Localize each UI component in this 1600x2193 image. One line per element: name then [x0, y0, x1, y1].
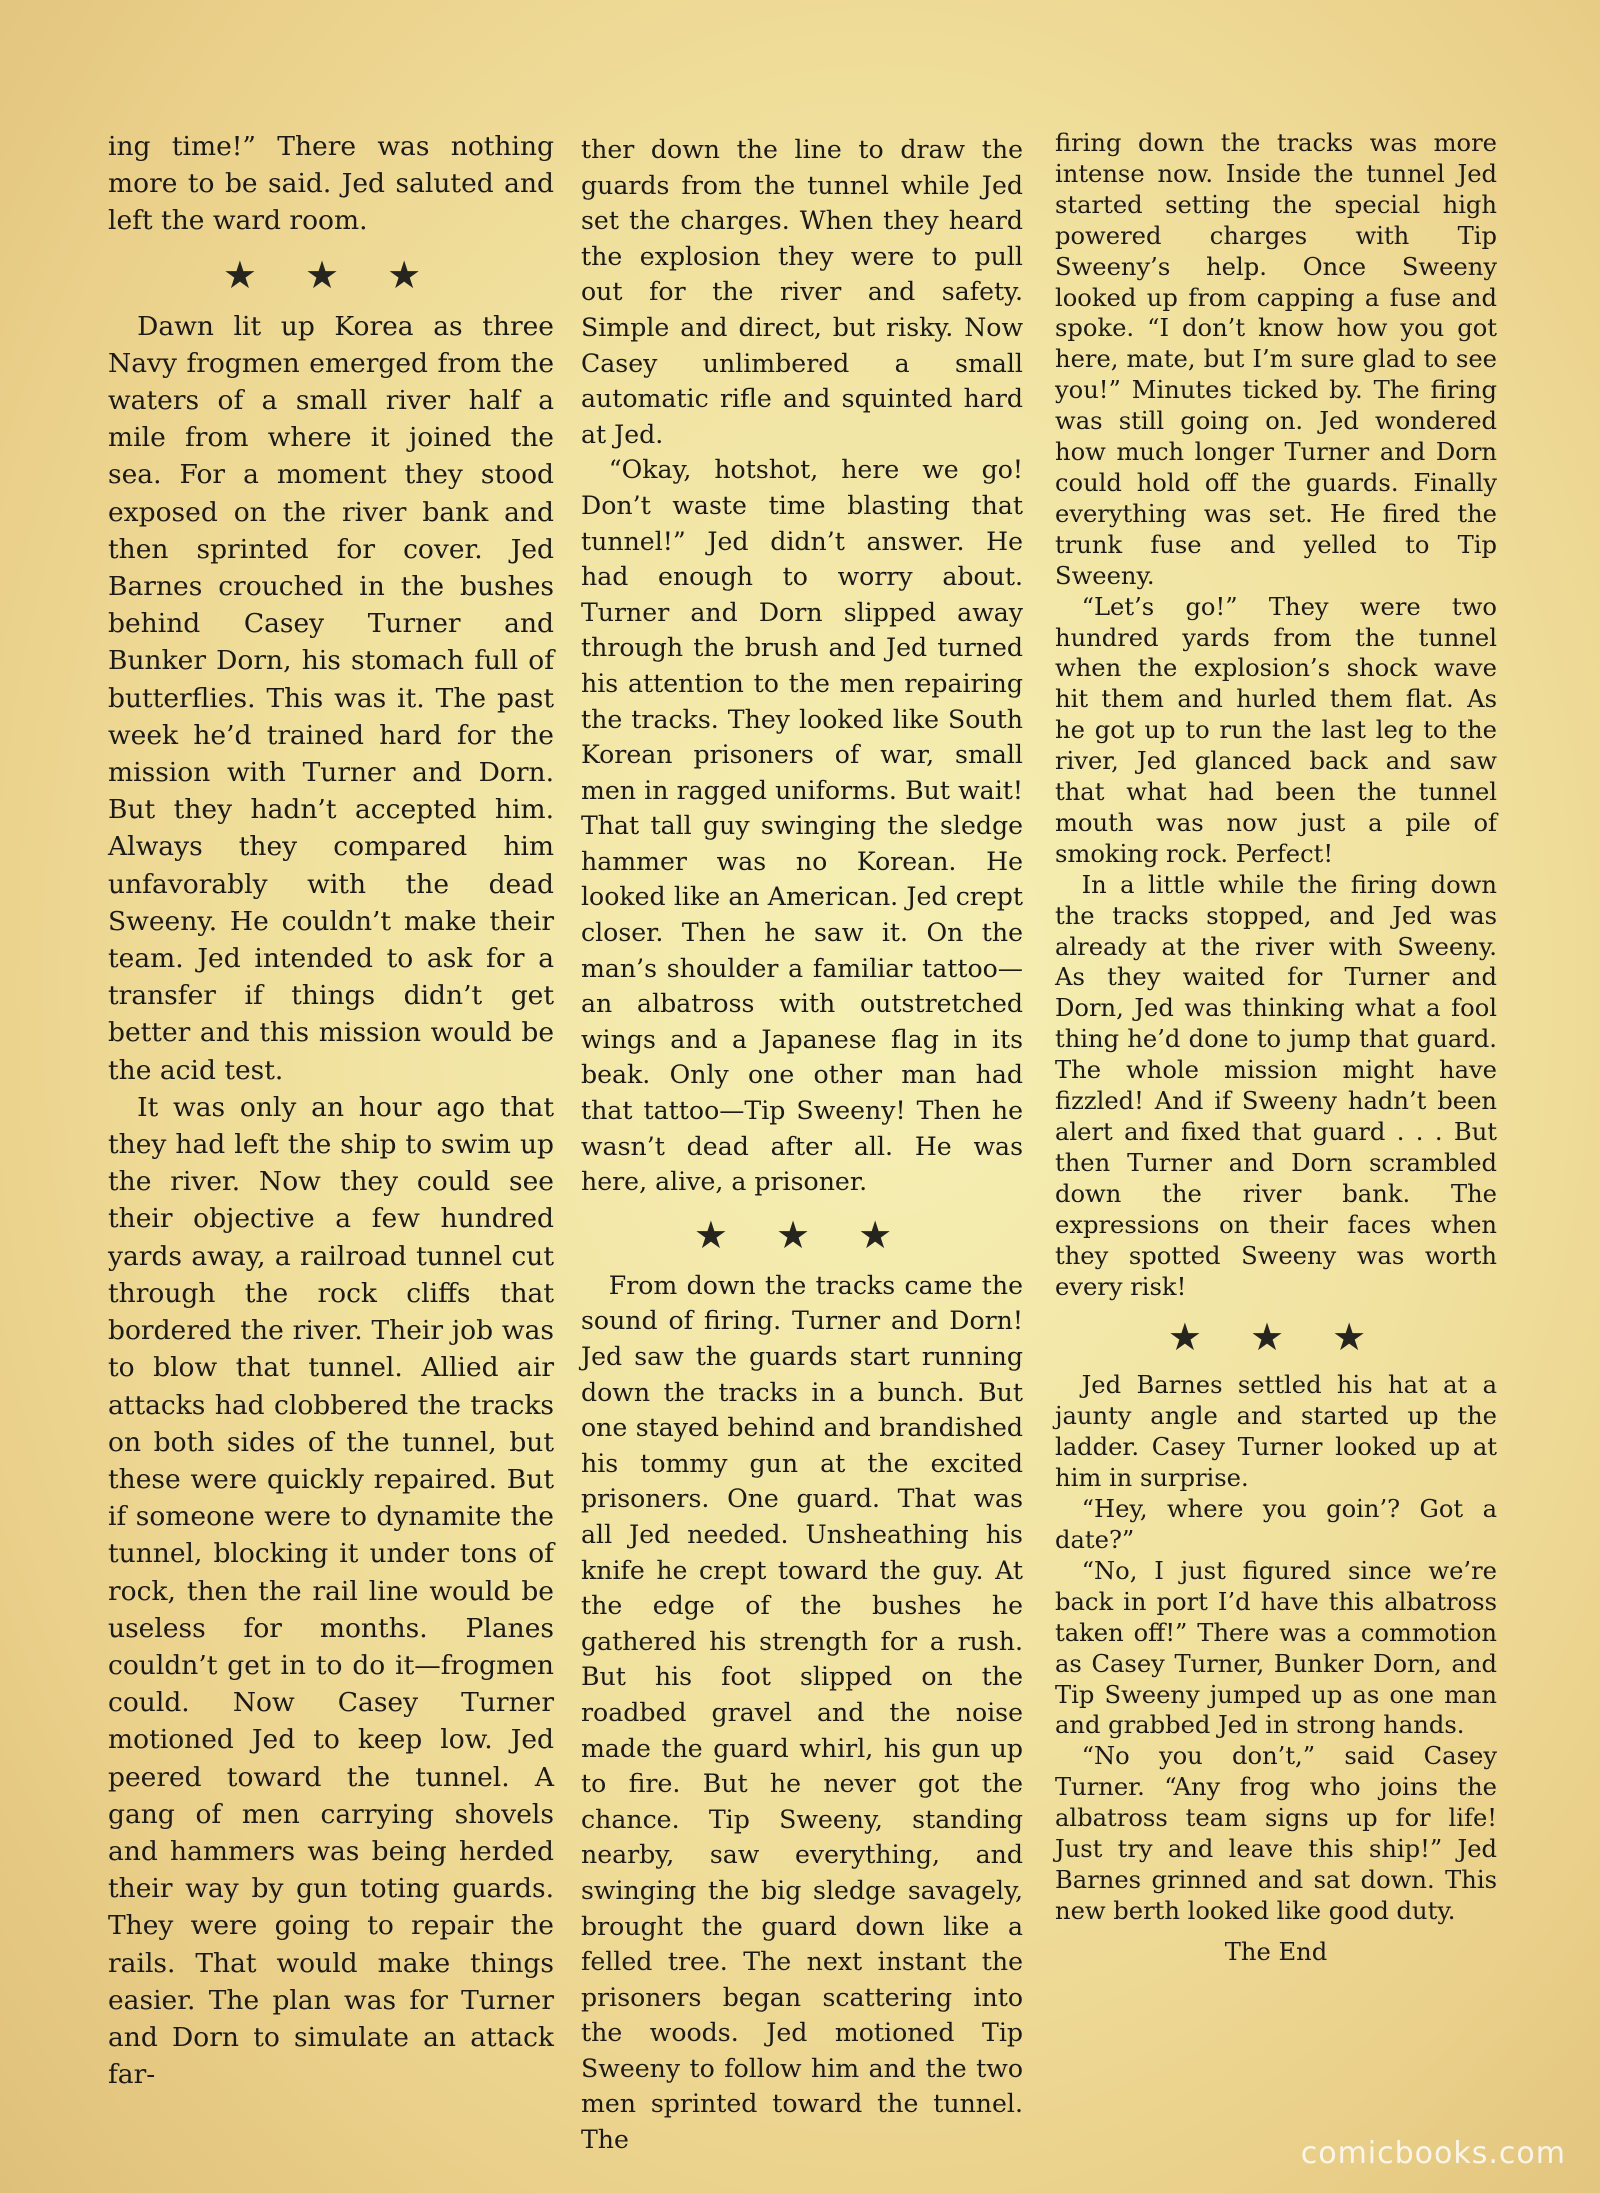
text-column-1	[108, 128, 554, 2093]
story-paragraph: ing time!” There was nothing more to be said. Jed saluted and left the ward room.	[108, 131, 554, 237]
story-paragraph: “Hey, where you goin’? Got a date?”	[1055, 1495, 1497, 1554]
story-paragraph: “No you don’t,” said Casey Turner. “Any frog who joins the albatross team signs up for life! Just try and leave this ship!” Jed Barnes grinned and sat down. This new berth looked like good duty.	[1055, 1742, 1497, 1925]
section-break-stars: ★ ★ ★	[1167, 1315, 1385, 1360]
story-paragraph: Dawn lit up Korea as three Navy frogmen emerged from the waters of a small river half a mile from where it joined the sea. For a moment they stood exposed on the river bank and then sprinted for cover. Jed Barnes crouched in the bushes behind Casey Turner and Bunker Dorn, his stomach full of butterflies. This was it. The past week he’d trained hard for the mission with Turner and Dorn. But they hadn’t accepted him. Always they compared him unfavorably with the dead Sweeny. He couldn’t make their team. Jed intended to ask for a transfer if things didn’t get better and this mission would be the acid test.	[108, 310, 554, 1086]
site-watermark: comicbooks.com	[1300, 2136, 1566, 2171]
section-break-stars: ★ ★ ★	[222, 252, 440, 297]
story-paragraph: ther down the line to draw the guards from the tunnel while Jed set the charges. When they heard the explosion they were to pull out for the river and safety. Simple and direct, but risky. Now Casey unlimbered a small automatic rifle and squinted hard at Jed.	[581, 135, 1023, 449]
story-paragraph: firing down the tracks was more intense now. Inside the tunnel Jed started setting the special high powered charges with Tip Sweeny’s help. Once Sweeny looked up from capping a fuse and spoke. “I don’t know how you got here, mate, but I’m sure glad to see you!” Minutes ticked by. The firing was still going on. Jed wondered how much longer Turner and Dorn could hold off the guards. Finally everything was set. He fired the trunk fuse and yelled to Tip Sweeny.	[1055, 129, 1497, 590]
story-paragraph: In a little while the firing down the tracks stopped, and Jed was already at the river with Sweeny. As they waited for Turner and Dorn, Jed was thinking what a fool thing he’d done to jump that guard. The whole mission might have fizzled! And if Sweeny hadn’t been alert and fixed that guard . . . But then Turner and Dorn scrambled down the river bank. The expressions on their faces when they spotted Sweeny was worth every risk!	[1055, 870, 1497, 1301]
story-paragraph: “No, I just figured since we’re back in port I’d have this albatross taken off!” There was a commotion as Casey Turner, Bunker Dorn, and Tip Sweeny jumped up as one man and grabbed Jed in strong hands.	[1055, 1556, 1497, 1740]
story-paragraph: Jed Barnes settled his hat at a jaunty angle and started up the ladder. Casey Turner looked up at him in surprise.	[1055, 1371, 1497, 1493]
story-paragraph: From down the tracks came the sound of firing. Turner and Dorn! Jed saw the guards start running down the tracks in a bunch. But one stayed behind and brandished his tommy gun at the excited prisoners. One guard. That was all Jed needed. Unsheathing his knife he crept toward the guy. At the edge of the bushes he gathered his strength for a rush. But his foot slipped on the roadbed gravel and the noise made the guard whirl, his gun up to fire. But he never got the chance. Tip Sweeny, standing nearby, saw everything, and swinging the big sledge savagely, brought the guard down like a felled tree. The next instant the prisoners began scattering into the woods. Jed motioned Tip Sweeny to follow him and the two men sprinted toward the tunnel. The	[581, 1270, 1023, 2155]
text-column-3	[1055, 128, 1497, 1968]
story-paragraph: It was only an hour ago that they had left the ship to swim up the river. Now they could see their objective a few hundred yards away, a railroad tunnel cut through the rock cliffs that bordered the river. Their job was to blow that tunnel. Allied air attacks had clobbered the tracks on both sides of the tunnel, but these were quickly repaired. But if someone were to dynamite the tunnel, blocking it under tons of rock, then the rail line would be useless for months. Planes couldn’t get in to do it—frogmen could. Now Casey Turner motioned Jed to keep low. Jed peered toward the tunnel. A gang of men carrying shovels and hammers was being herded their way by gun toting guards. They were going to repair the rails. That would make things easier. The plan was for Turner and Dorn to simulate an attack far-	[108, 1091, 554, 2091]
story-paragraph: “Let’s go!” They were two hundred yards from the tunnel when the explosion’s shock wave hit them and hurled them flat. As he got up to run the last leg to the river, Jed glanced back and saw that what had been the tunnel mouth was now just a pile of smoking rock. Perfect!	[1055, 592, 1497, 868]
the-end-label: The End	[1224, 1937, 1328, 1966]
story-paragraph: “Okay, hotshot, here we go! Don’t waste time blasting that tunnel!” Jed didn’t answer. He had enough to worry about. Turner and Dorn slipped away through the brush and Jed turned his attention to the men repairing the tracks. They looked like South Korean prisoners of war, small men in ragged uniforms. But wait! That tall guy swinging the sledge hammer was no Korean. He looked like an American. Jed crept closer. Then he saw it. On the man’s shoulder a familiar tattoo—an albatross with outstretched wings and a Japanese flag in its beak. Only one other man had that tattoo—Tip Sweeny! Then he wasn’t dead after all. He was here, alive, a prisoner.	[581, 455, 1023, 1197]
section-break-stars: ★ ★ ★	[693, 1212, 911, 1257]
text-column-2	[581, 132, 1023, 2158]
